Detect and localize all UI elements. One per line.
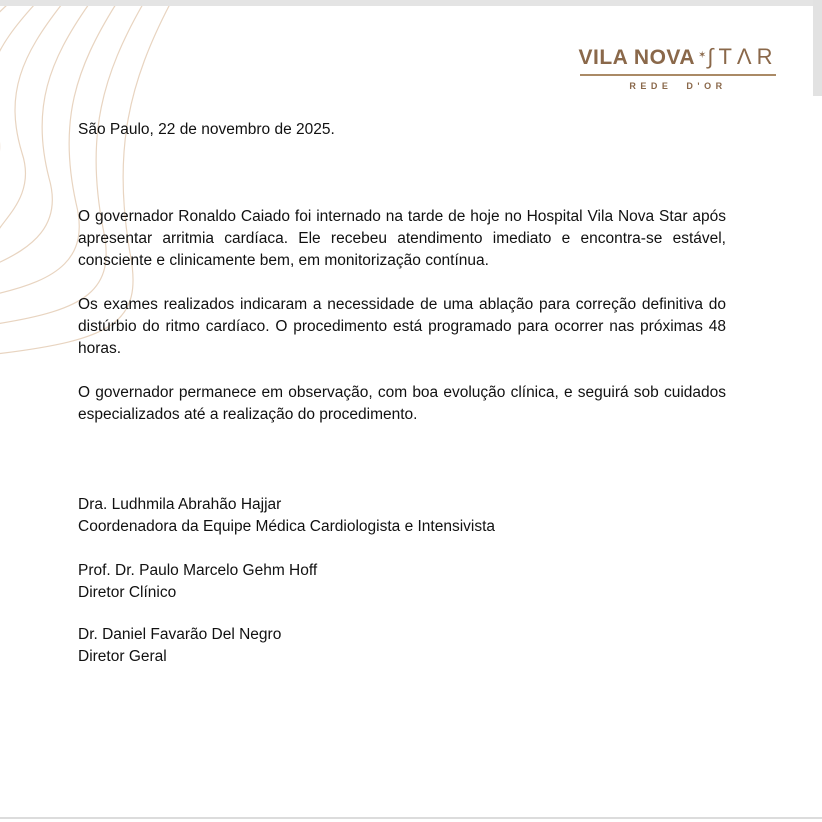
- signatory-name: Prof. Dr. Paulo Marcelo Gehm Hoff: [78, 562, 318, 579]
- signatory-name: Dra. Ludhmila Abrahão Hajjar: [78, 496, 282, 513]
- window-edge-top: [0, 0, 822, 6]
- signatory-name: Dr. Daniel Favarão Del Negro: [78, 626, 282, 643]
- signature-block: [78, 560, 317, 604]
- brand-logo: [580, 44, 776, 91]
- window-edge-bottom: [0, 817, 822, 819]
- star-icon: ✶: [698, 49, 707, 61]
- paragraph-exams: Os exames realizados indicaram a necessidade de uma ablação para correção definitiva do distúrbio do ritmo cardíaco. O procedimento está programado para ocorrer nas próximas 48 horas.: [78, 296, 726, 357]
- brand-subtitle: REDE D'OR: [629, 81, 727, 91]
- signatory-title: Diretor Clínico: [78, 584, 177, 601]
- brand-name-light: ∫TΛR: [707, 44, 778, 69]
- brand-name-bold: VILA NOVA: [578, 46, 696, 69]
- dateline: São Paulo, 22 de novembro de 2025.: [78, 121, 335, 138]
- window-edge-right: [813, 0, 822, 96]
- signatory-title: Coordenadora da Equipe Médica Cardiologista e Intensivista: [78, 518, 496, 535]
- paragraph-observation: O governador permanece em observação, com boa evolução clínica, e seguirá sob cuidados especializados até a realização do procedimento.: [78, 384, 726, 423]
- paragraph-admission: O governador Ronaldo Caiado foi internado na tarde de hoje no Hospital Vila Nova Star após apresentar arritmia cardíaca. Ele recebeu atendimento imediato e encontra-se estável, consciente e clinicamente bem, em monitorização contínua.: [78, 208, 726, 269]
- signatory-title: Diretor Geral: [78, 648, 167, 665]
- brand-logo-wordmark: [580, 44, 776, 76]
- signature-block: [78, 624, 281, 668]
- signature-block: [78, 494, 495, 538]
